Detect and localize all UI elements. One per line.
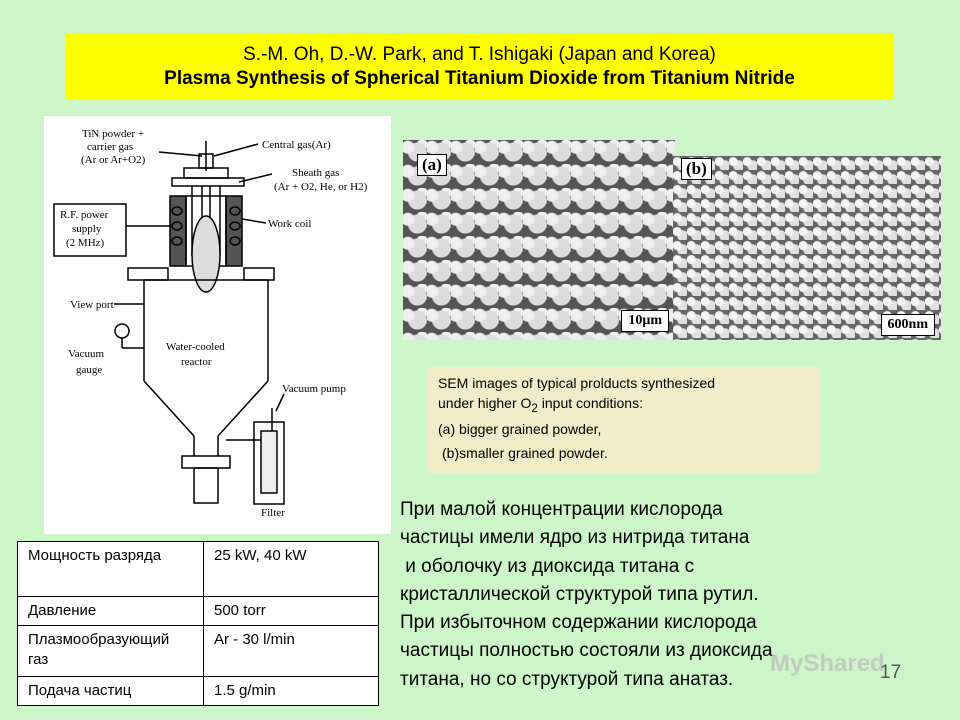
watermark: MyShared <box>770 650 885 677</box>
label-vacuum-pump: Vacuum pump <box>282 383 346 395</box>
title-authors: S.-M. Oh, D.-W. Park, and T. Ishigaki (Japan and Korea) <box>243 44 716 65</box>
label-sheath-gas-1: Sheath gas <box>292 167 340 179</box>
sem-scale-b: 600nm <box>881 314 935 336</box>
table-cell: 500 torr <box>204 597 379 626</box>
sem-image-a <box>403 140 675 340</box>
label-view-port: View port <box>70 299 114 311</box>
body-line: кристаллической структурой типа рутил. <box>400 583 759 605</box>
table-row <box>18 542 379 597</box>
table-cell: Ar - 30 l/min <box>204 626 379 677</box>
table-cell: 1.5 g/min <box>204 677 379 706</box>
reactor-diagram <box>44 116 391 534</box>
label-central-gas: Central gas(Ar) <box>262 139 331 151</box>
caption-line-1: SEM images of typical prolducts synthesized <box>438 375 716 391</box>
parameters-table <box>17 541 379 706</box>
label-tin-powder-3: (Ar or Ar+O2) <box>81 154 146 166</box>
table-cell: Давление <box>18 597 204 626</box>
page-number: 17 <box>880 662 902 683</box>
table-cell: Плазмообразующий газ <box>18 626 204 677</box>
label-work-coil: Work coil <box>268 218 312 230</box>
label-rf-power-3: (2 MHz) <box>66 237 105 249</box>
label-vacuum-gauge-1: Vacuum <box>68 348 105 360</box>
label-sheath-gas-2: (Ar + O2, He, or H2) <box>274 181 368 193</box>
label-vacuum-gauge-2: gauge <box>76 364 103 376</box>
label-rf-power-2: supply <box>72 223 102 235</box>
body-line: частицы имели ядро из нитрида титана <box>400 527 750 549</box>
label-filter: Filter <box>261 507 285 519</box>
caption-line-4: (b)smaller grained powder. <box>442 444 608 461</box>
body-line: титана, но со структурой типа анатаз. <box>400 668 734 690</box>
title-box <box>66 34 893 100</box>
table-row <box>18 597 379 626</box>
table-cell: 25 kW, 40 kW <box>204 542 379 597</box>
label-tin-powder-1: TiN powder + <box>82 128 145 140</box>
table-cell: Подача частиц <box>18 677 204 706</box>
label-rf-power-1: R.F. power <box>60 209 109 221</box>
body-line: При избыточном содержании кислорода <box>400 612 757 634</box>
sem-caption <box>428 367 820 473</box>
sem-scale-a: 10μm <box>621 310 669 332</box>
reactor-schematic <box>44 116 391 534</box>
body-line: и оболочку из диоксида титана с <box>400 555 695 577</box>
body-line: При малой концентрации кислорода <box>400 499 723 520</box>
label-reactor-2: reactor <box>181 356 212 368</box>
table-cell: Мощность разряда <box>18 542 204 597</box>
label-tin-powder-2: carrier gas <box>87 141 134 153</box>
body-line: частицы полностью состояли из диоксида <box>400 640 773 662</box>
sem-image-b <box>673 156 941 340</box>
sem-label-a: (a) <box>417 154 447 176</box>
sem-label-b: (b) <box>681 158 712 180</box>
label-reactor-1: Water-cooled <box>166 341 225 353</box>
table-row <box>18 677 379 706</box>
caption-line-3: (a) bigger grained powder, <box>438 420 602 437</box>
table-row <box>18 626 379 677</box>
title-main: Plasma Synthesis of Spherical Titanium Dioxide from Titanium Nitride <box>164 68 795 89</box>
sem-images <box>403 140 941 340</box>
caption-line-2: under higher $O_2$ input conditions: <box>438 395 643 415</box>
